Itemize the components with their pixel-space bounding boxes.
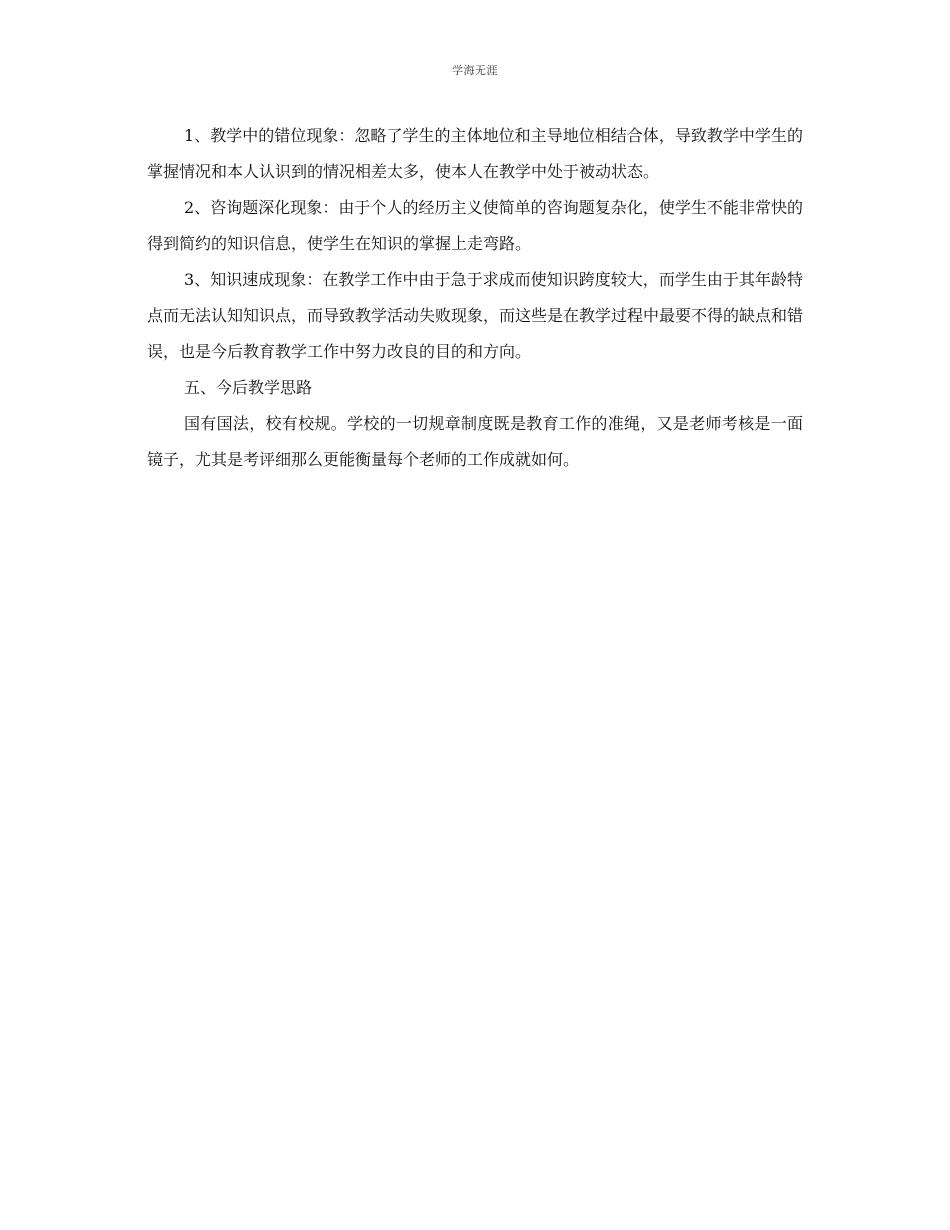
paragraph-deepening: 2、咨询题深化现象：由于个人的经历主义使简单的咨询题复杂化，使学生不能非常快的得到简约的知识信息，使学生在知识的掌握上走弯路。 <box>147 198 803 253</box>
document-body <box>147 118 803 478</box>
page-header: 学海无涯 <box>452 64 498 77</box>
paragraph-rules: 国有国法，校有校规。学校的一切规章制度既是教育工作的准绳，又是老师考核是一面镜子，尤其是考评细那么更能衡量每个老师的工作成就如何。 <box>147 414 803 469</box>
paragraph-misalignment: 1、教学中的错位现象：忽略了学生的主体地位和主导地位相结合体，导致教学中学生的掌握情况和本人认识到的情况相差太多，使本人在教学中处于被动状态。 <box>147 126 803 181</box>
section-heading: 五、今后教学思路 <box>184 378 313 397</box>
paragraph-quick-knowledge: 3、知识速成现象：在教学工作中由于急于求成而使知识跨度较大，而学生由于其年龄特点而无法认知知识点，而导致教学活动失败现象，而这些是在教学过程中最要不得的缺点和错误，也是今后教育教学工作中努力改良的目的和方向。 <box>147 270 804 361</box>
